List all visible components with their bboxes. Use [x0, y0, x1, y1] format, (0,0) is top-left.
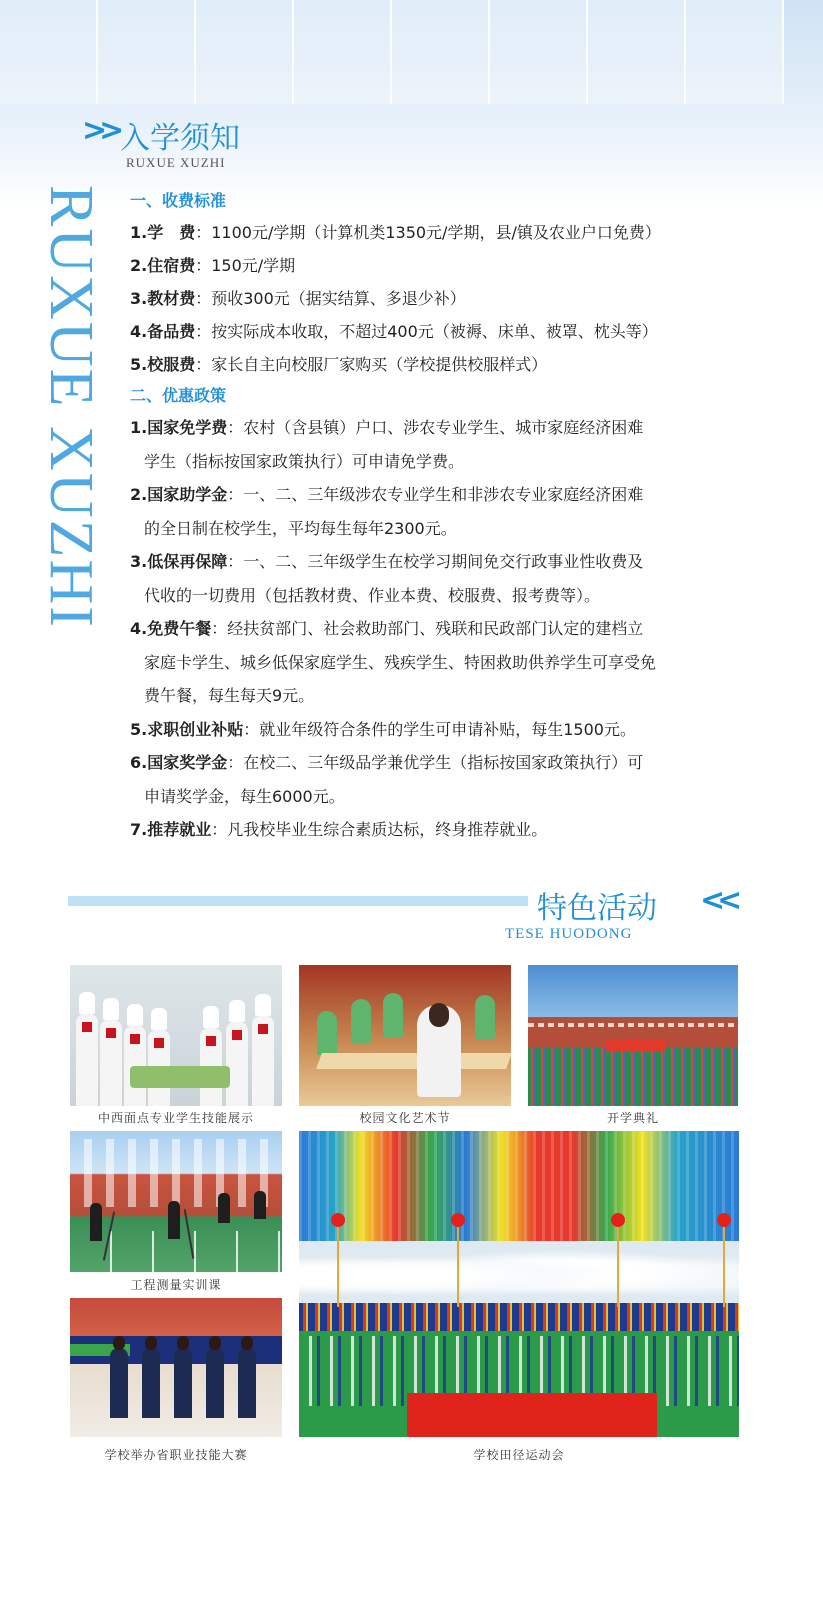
policy-item	[130, 612, 750, 713]
fee-value: ：1100元/学期（计算机类1350元/学期，县/镇及农业户口免费）	[195, 223, 661, 242]
fee-value: ：150元/学期	[195, 256, 296, 275]
policy-text: 的全日制在校学生，平均每生每年2300元。	[144, 518, 457, 538]
fee-key: 4.备品费	[130, 322, 196, 341]
policy-text: ：就业年级符合条件的学生可申请补贴，每生1500元。	[243, 719, 636, 739]
policy-key: 3.低保再保障	[130, 552, 228, 571]
fee-key: 2.住宿费	[130, 256, 196, 275]
photo-surveying-class	[70, 1131, 282, 1272]
student-figure	[90, 1203, 102, 1241]
grid-cell	[490, 0, 588, 104]
fee-key: 5.校服费	[130, 355, 196, 374]
photo-pastry-skills	[70, 965, 282, 1106]
fee-key: 1.学 费	[130, 223, 196, 242]
student-figure	[238, 1348, 256, 1418]
grid-cell	[392, 0, 490, 104]
chef-figure	[76, 1014, 98, 1106]
stadium-crowd	[299, 1303, 739, 1333]
section-subtitle: RUXUE XUZHI	[126, 155, 226, 170]
chef-figure	[226, 1022, 248, 1106]
student-figure	[206, 1348, 224, 1418]
double-chevron-right-icon: >>	[82, 113, 117, 148]
white-smoke	[299, 1241, 739, 1311]
vertical-watermark-text: RUXUE XUZHI	[37, 185, 105, 629]
red-lantern	[331, 1213, 345, 1227]
photo-caption: 工程测量实训课	[130, 1278, 222, 1292]
policy-item	[130, 478, 750, 545]
policy-item	[130, 746, 750, 813]
policy-text: ：凡我校毕业生综合素质达标，终身推荐就业。	[211, 820, 548, 839]
fees-heading: 一、收费标准	[130, 191, 227, 210]
policy-item	[130, 713, 750, 747]
policy-text: 代收的一切费用（包括教材费、作业本费、校服费、报考费等）。	[144, 585, 601, 605]
red-lantern	[451, 1213, 465, 1227]
photo-caption: 开学典礼	[606, 1111, 659, 1125]
policy-text: ：农村（含县镇）户口、涉农专业学生、城市家庭经济困难	[227, 418, 644, 437]
double-chevron-left-icon: <<	[700, 883, 735, 918]
photo-caption: 校园文化艺术节	[359, 1111, 451, 1125]
chef-figure	[100, 1020, 122, 1106]
policy-text: 费午餐，每生每天9元。	[144, 686, 315, 705]
performer-figure	[475, 995, 495, 1039]
grid-cell	[294, 0, 392, 104]
display-table	[130, 1066, 230, 1088]
fee-value: ：按实际成本收取，不超过400元（被褥、床单、被罩、枕头等）	[195, 322, 658, 341]
section-subtitle: TESE HUODONG	[505, 926, 633, 942]
fee-value: ：家长自主向校服厂家购买（学校提供校服样式）	[195, 355, 548, 374]
grid-cell	[686, 0, 784, 104]
photo-sports-meet	[299, 1131, 739, 1437]
large-red-flag	[407, 1393, 657, 1437]
section-title: 入学须知	[120, 121, 240, 156]
grid-cell	[98, 0, 196, 104]
student-figure	[254, 1191, 266, 1219]
flag-pole	[457, 1227, 459, 1307]
ceremony-stage	[606, 1039, 666, 1051]
policy-key: 6.国家奖学金	[130, 753, 228, 772]
policy-item	[130, 545, 750, 612]
fee-item	[130, 282, 750, 315]
fee-item	[130, 348, 750, 381]
policy-text: 申请奖学金，每生6000元。	[144, 786, 345, 806]
photo-caption: 中西面点专业学生技能展示	[97, 1111, 254, 1125]
grid-cell	[196, 0, 294, 104]
flag-pole	[617, 1227, 619, 1307]
policy-key: 5.求职创业补贴	[130, 719, 244, 739]
student-figure	[142, 1348, 160, 1418]
fee-item	[130, 315, 750, 348]
performer-figure	[317, 1011, 337, 1055]
photo-opening-ceremony	[528, 965, 738, 1106]
student-figure	[174, 1348, 192, 1418]
flag-pole	[337, 1227, 339, 1307]
policy-item	[130, 813, 750, 847]
section-title: 特色活动	[537, 891, 657, 926]
photo-caption: 学校举办省职业技能大赛	[104, 1448, 248, 1462]
red-lantern	[611, 1213, 625, 1227]
flag-pole	[723, 1227, 725, 1307]
grid-cell	[0, 0, 98, 104]
fee-item	[130, 216, 750, 249]
tea-table	[316, 1053, 511, 1069]
performer-figure	[417, 1005, 461, 1097]
policy-text: ：经扶贫部门、社会救助部门、残联和民政部门认定的建档立	[211, 619, 644, 638]
student-figure	[110, 1348, 128, 1418]
performer-figure	[351, 999, 371, 1043]
photo-caption: 学校田径运动会	[473, 1448, 565, 1462]
policy-key: 7.推荐就业	[130, 820, 212, 839]
policy-key: 2.国家助学金	[130, 485, 228, 504]
photo-skills-competition	[70, 1298, 282, 1437]
red-lantern	[717, 1213, 731, 1227]
vertical-watermark	[37, 185, 114, 665]
section-divider	[68, 896, 528, 906]
fee-value: ：预收300元（据实结算、多退少补）	[195, 289, 466, 308]
policy-key: 1.国家免学费	[130, 418, 228, 437]
policy-item	[130, 411, 750, 478]
student-figure	[218, 1193, 230, 1223]
chef-figure	[252, 1016, 274, 1106]
policy-text: ：在校二、三年级品学兼优学生（指标按国家政策执行）可	[227, 753, 644, 772]
policy-text: 家庭卡学生、城乡低保家庭学生、残疾学生、特困救助供养学生可享受免	[144, 652, 657, 672]
fee-key: 3.教材费	[130, 289, 196, 308]
performer-figure	[383, 993, 403, 1037]
fee-item	[130, 249, 750, 282]
photo-art-festival	[299, 965, 511, 1106]
student-figure	[168, 1201, 180, 1239]
policy-text: ：一、二、三年级学生在校学习期间免交行政事业性收费及	[227, 552, 644, 571]
policy-key: 4.免费午餐	[130, 619, 212, 638]
policy-text: 学生（指标按国家政策执行）可申请免学费。	[144, 451, 465, 471]
grid-cell	[588, 0, 686, 104]
header-grid-decoration	[0, 0, 823, 110]
policies-heading: 二、优惠政策	[130, 386, 227, 405]
assembled-students	[528, 1047, 738, 1106]
building-windows	[70, 1139, 282, 1207]
policy-text: ：一、二、三年级涉农专业学生和非涉农专业家庭经济困难	[227, 485, 644, 504]
admission-content	[130, 186, 750, 847]
